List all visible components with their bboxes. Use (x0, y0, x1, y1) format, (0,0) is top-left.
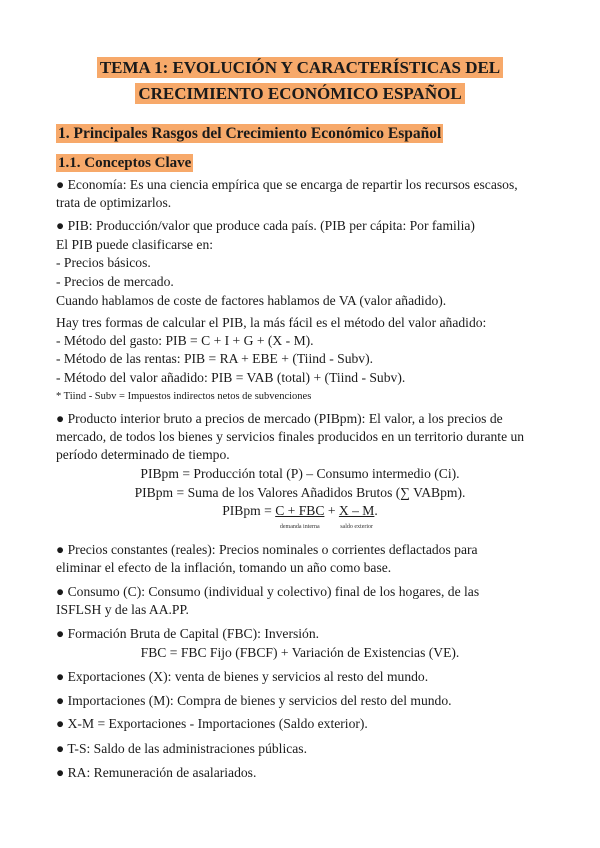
saldo-exterior-line: ● X-M = Exportaciones - Importaciones (Saldo exterior). (56, 716, 368, 731)
fbc-line-1: ● Formación Bruta de Capital (FBC): Inversión. (56, 626, 320, 641)
pibpm-line-3: período determinado de tiempo. (56, 447, 230, 462)
pib-line-7: - Método del gasto: PIB = C + I + G + (X - M). (56, 333, 314, 348)
section-heading (56, 123, 443, 145)
title-line-2: CRECIMIENTO ECONÓMICO ESPAÑOL (135, 83, 464, 104)
ra-line: ● RA: Remuneración de asalariados. (56, 765, 257, 780)
pib-line-3: - Precios básicos. (56, 255, 151, 270)
pibpm-line-1: ● Producto interior bruto a precios de mercado (PIBpm): El valor, a los precios de (56, 411, 503, 426)
pib-line-1: ● PIB: Producción/valor que produce cada país. (PIB per cápita: Por familia) (56, 218, 475, 233)
importaciones-line: ● Importaciones (M): Compra de bienes y servicios del resto del mundo. (56, 693, 452, 708)
brace-label-demand: demanda interna (279, 524, 320, 530)
pib-line-4: - Precios de mercado. (56, 274, 174, 289)
formula-3-prefix: PIBpm = (222, 503, 276, 518)
formula-3 (0, 501, 600, 530)
formula-3-demand (275, 501, 325, 530)
title-line-1: TEMA 1: EVOLUCIÓN Y CARACTERÍSTICAS DEL (97, 57, 503, 78)
formula-3-external-text: X – M (338, 503, 375, 518)
economia-line-2: trata de optimizarlos. (56, 195, 172, 210)
pib-line-9: - Método del valor añadido: PIB = VAB (total) + (Tiind - Subv). (56, 370, 406, 385)
exportaciones-line: ● Exportaciones (X): venta de bienes y servicios al resto del mundo. (56, 669, 429, 684)
brace-label-external: saldo exterior (340, 524, 374, 530)
formula-3-external (338, 501, 378, 530)
formula-2: PIBpm = Suma de los Valores Añadidos Brutos (∑ VABpm). (134, 485, 466, 500)
fbc-formula: FBC = FBC Fijo (FBCF) + Variación de Existencias (VE). (140, 645, 460, 660)
section-heading-text: 1. Principales Rasgos del Crecimiento Económico Español (58, 125, 442, 142)
pib-line-5: Cuando hablamos de coste de factores hablamos de VA (valor añadido). (56, 293, 447, 308)
pib-line-6: Hay tres formas de calcular el PIB, la más fácil es el método del valor añadido: (56, 315, 487, 330)
formula-3-plus: + (324, 503, 339, 518)
document-title (0, 55, 600, 107)
subsection-heading-text: 1.1. Conceptos Clave (58, 155, 192, 171)
formula-3-end: . (374, 503, 378, 518)
economia-line-1: ● Economía: Es una ciencia empírica que se encarga de repartir los recursos escasos, (56, 177, 518, 192)
footnote: * Tiind - Subv = Impuestos indirectos netos de subvenciones (56, 391, 312, 402)
consumo-line-2: ISFLSH y de las AA.PP. (56, 602, 189, 617)
consumo-line-1: ● Consumo (C): Consumo (individual y colectivo) final de los hogares, de las (56, 584, 480, 599)
formula-1: PIBpm = Producción total (P) – Consumo intermedio (Ci). (140, 466, 460, 481)
subsection-heading (56, 152, 193, 174)
pibpm-line-2: mercado, de todos los bienes y servicios finales producidos en un territorio durante un (56, 429, 525, 444)
pib-line-8: - Método de las rentas: PIB = RA + EBE + (Tiind - Subv). (56, 351, 374, 366)
pib-line-2: El PIB puede clasificarse en: (56, 237, 214, 252)
precios-line-2: eliminar el efecto de la inflación, tomando un año como base. (56, 560, 392, 575)
formula-3-demand-text: C + FBC (275, 503, 325, 518)
ts-line: ● T-S: Saldo de las administraciones públicas. (56, 741, 307, 756)
precios-line-1: ● Precios constantes (reales): Precios nominales o corrientes deflactados para (56, 542, 478, 557)
